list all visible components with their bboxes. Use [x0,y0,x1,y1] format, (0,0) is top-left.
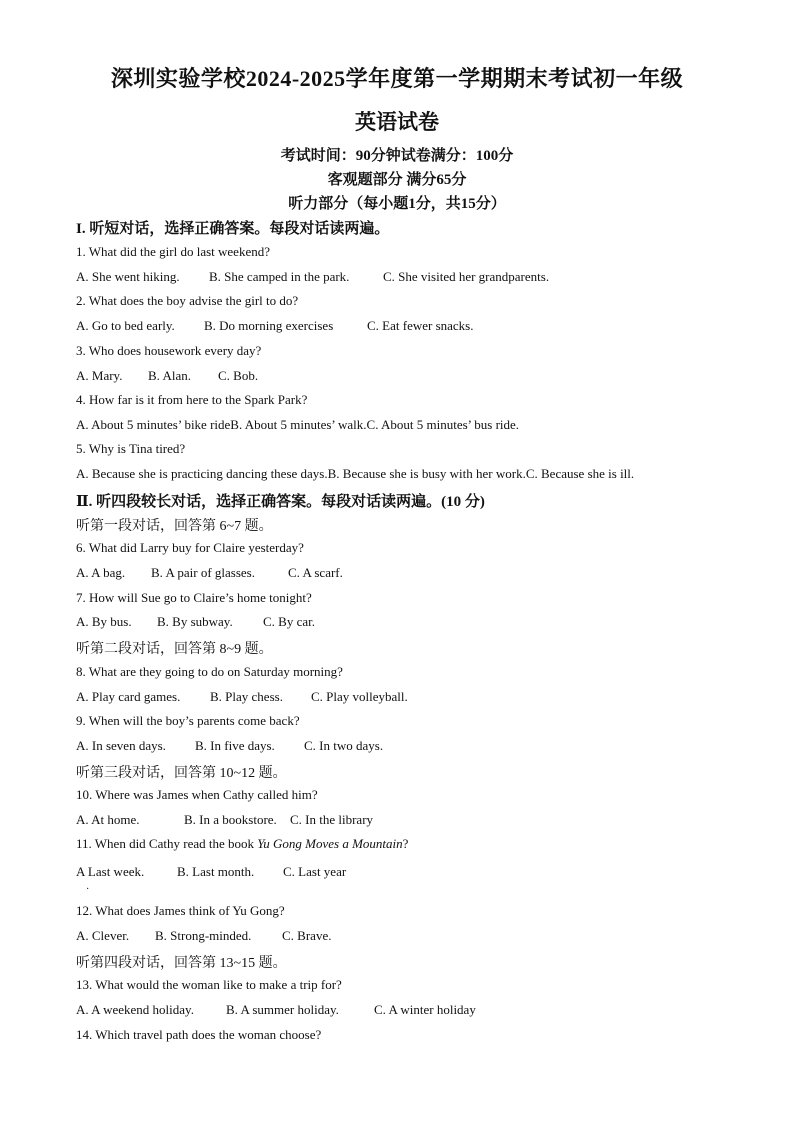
option-a: A. Play card games. [76,689,181,704]
question-3: 3. Who does housework every day? [76,343,262,358]
exam-time-info: 考试时间：90分钟试卷满分：100分 [280,148,514,164]
option-a: A. She went hiking. [76,269,180,284]
passage-3-prompt: 听第三段对话，回答第 10~12 题。 [76,766,287,781]
option-c: C. By car. [263,614,315,629]
question-7-options [76,614,315,630]
option-c: C. Bob. [218,368,259,383]
option-c: C. In two days. [304,738,384,753]
option-a: A. Mary. [76,368,123,383]
option-a: A. A weekend holiday. [76,1002,194,1017]
option-b: B. Strong-minded. [155,928,252,943]
option-b: B. A pair of glasses. [151,565,255,580]
question-13-options [76,1002,476,1018]
question-9: 9. When will the boy’s parents come back? [76,713,300,728]
question-11-text: 11. When did Cathy read the book [76,836,258,851]
question-8-options [76,689,408,705]
question-12-options [76,928,331,944]
book-title: Yu Gong Moves a Mountain [257,836,403,851]
question-mark: ? [402,836,409,851]
option-b: B. In five days. [195,738,275,753]
option-b: B. Do morning exercises [204,318,334,333]
question-10-options [76,812,373,828]
option-b: B. She camped in the park. [209,269,350,284]
option-b: B. Last month. [177,864,255,879]
option-a: A. A bag. [76,565,126,580]
objective-info: 客观题部分 满分65分 [327,172,467,188]
question-9-options [76,738,383,754]
question-8: 8. What are they going to do on Saturday morning? [76,664,343,679]
question-12: 12. What does James think of Yu Gong? [76,903,285,918]
section2-heading: Ⅱ. 听四段较长对话，选择正确答案。每段对话读两遍。(10 分) [76,494,485,510]
option-c: C. Brave. [282,928,332,943]
option-c: C. A scarf. [288,565,343,580]
option-c: C. A winter holiday [374,1002,476,1017]
option-a: A. Clever. [76,928,130,943]
question-4: 4. How far is it from here to the Spark Park? [76,392,308,407]
option-a: A Last week. [76,864,145,879]
passage-2-prompt: 听第二段对话，回答第 8~9 题。 [76,642,273,657]
question-10: 10. Where was James when Cathy called him? [76,787,318,802]
option-c: C. In the library [290,812,374,827]
stray-dot: · [86,884,90,895]
option-c: C. Last year [283,864,347,879]
question-3-options [76,368,258,384]
question-6-options [76,565,343,581]
option-c: C. She visited her grandparents. [383,269,550,284]
question-1-options [76,269,549,285]
question-11-options [76,864,346,880]
question-6: 6. What did Larry buy for Claire yesterday? [76,540,304,555]
option-c: C. Play volleyball. [311,689,408,704]
question-14: 14. Which travel path does the woman choose? [76,1027,322,1042]
option-a: A. In seven days. [76,738,166,753]
exam-subtitle: 英语试卷 [355,110,439,134]
option-b: B. A summer holiday. [226,1002,339,1017]
option-b: B. Alan. [148,368,191,383]
question-13: 13. What would the woman like to make a trip for? [76,977,342,992]
exam-title: 深圳实验学校2024-2025学年度第一学期期末考试初一年级 [110,66,684,91]
option-b: B. Play chess. [210,689,283,704]
passage-1-prompt: 听第一段对话，回答第 6~7 题。 [76,519,273,534]
question-1: 1. What did the girl do last weekend? [76,244,270,259]
question-2: 2. What does the boy advise the girl to do? [76,293,299,308]
option-c: C. Eat fewer snacks. [367,318,474,333]
option-a: A. At home. [76,812,140,827]
section1-heading: I. 听短对话，选择正确答案。每段对话读两遍。 [76,221,390,237]
question-5: 5. Why is Tina tired? [76,441,186,456]
passage-4-prompt: 听第四段对话，回答第 13~15 题。 [76,956,287,971]
question-4-options: A. About 5 minutes’ bike rideB. About 5 minutes’ walk.C. About 5 minutes’ bus ride. [76,417,520,432]
option-a: A. Go to bed early. [76,318,175,333]
question-2-options [76,318,474,334]
question-7: 7. How will Sue go to Claire’s home tonight? [76,590,312,605]
option-b: B. By subway. [157,614,233,629]
question-5-options: A. Because she is practicing dancing these days.B. Because she is busy with her work.C. Because she is ill. [76,466,635,481]
option-a: A. By bus. [76,614,132,629]
question-11 [76,836,408,852]
listening-info: 听力部分（每小题1分，共15分） [288,196,506,212]
option-b: B. In a bookstore. [184,812,277,827]
